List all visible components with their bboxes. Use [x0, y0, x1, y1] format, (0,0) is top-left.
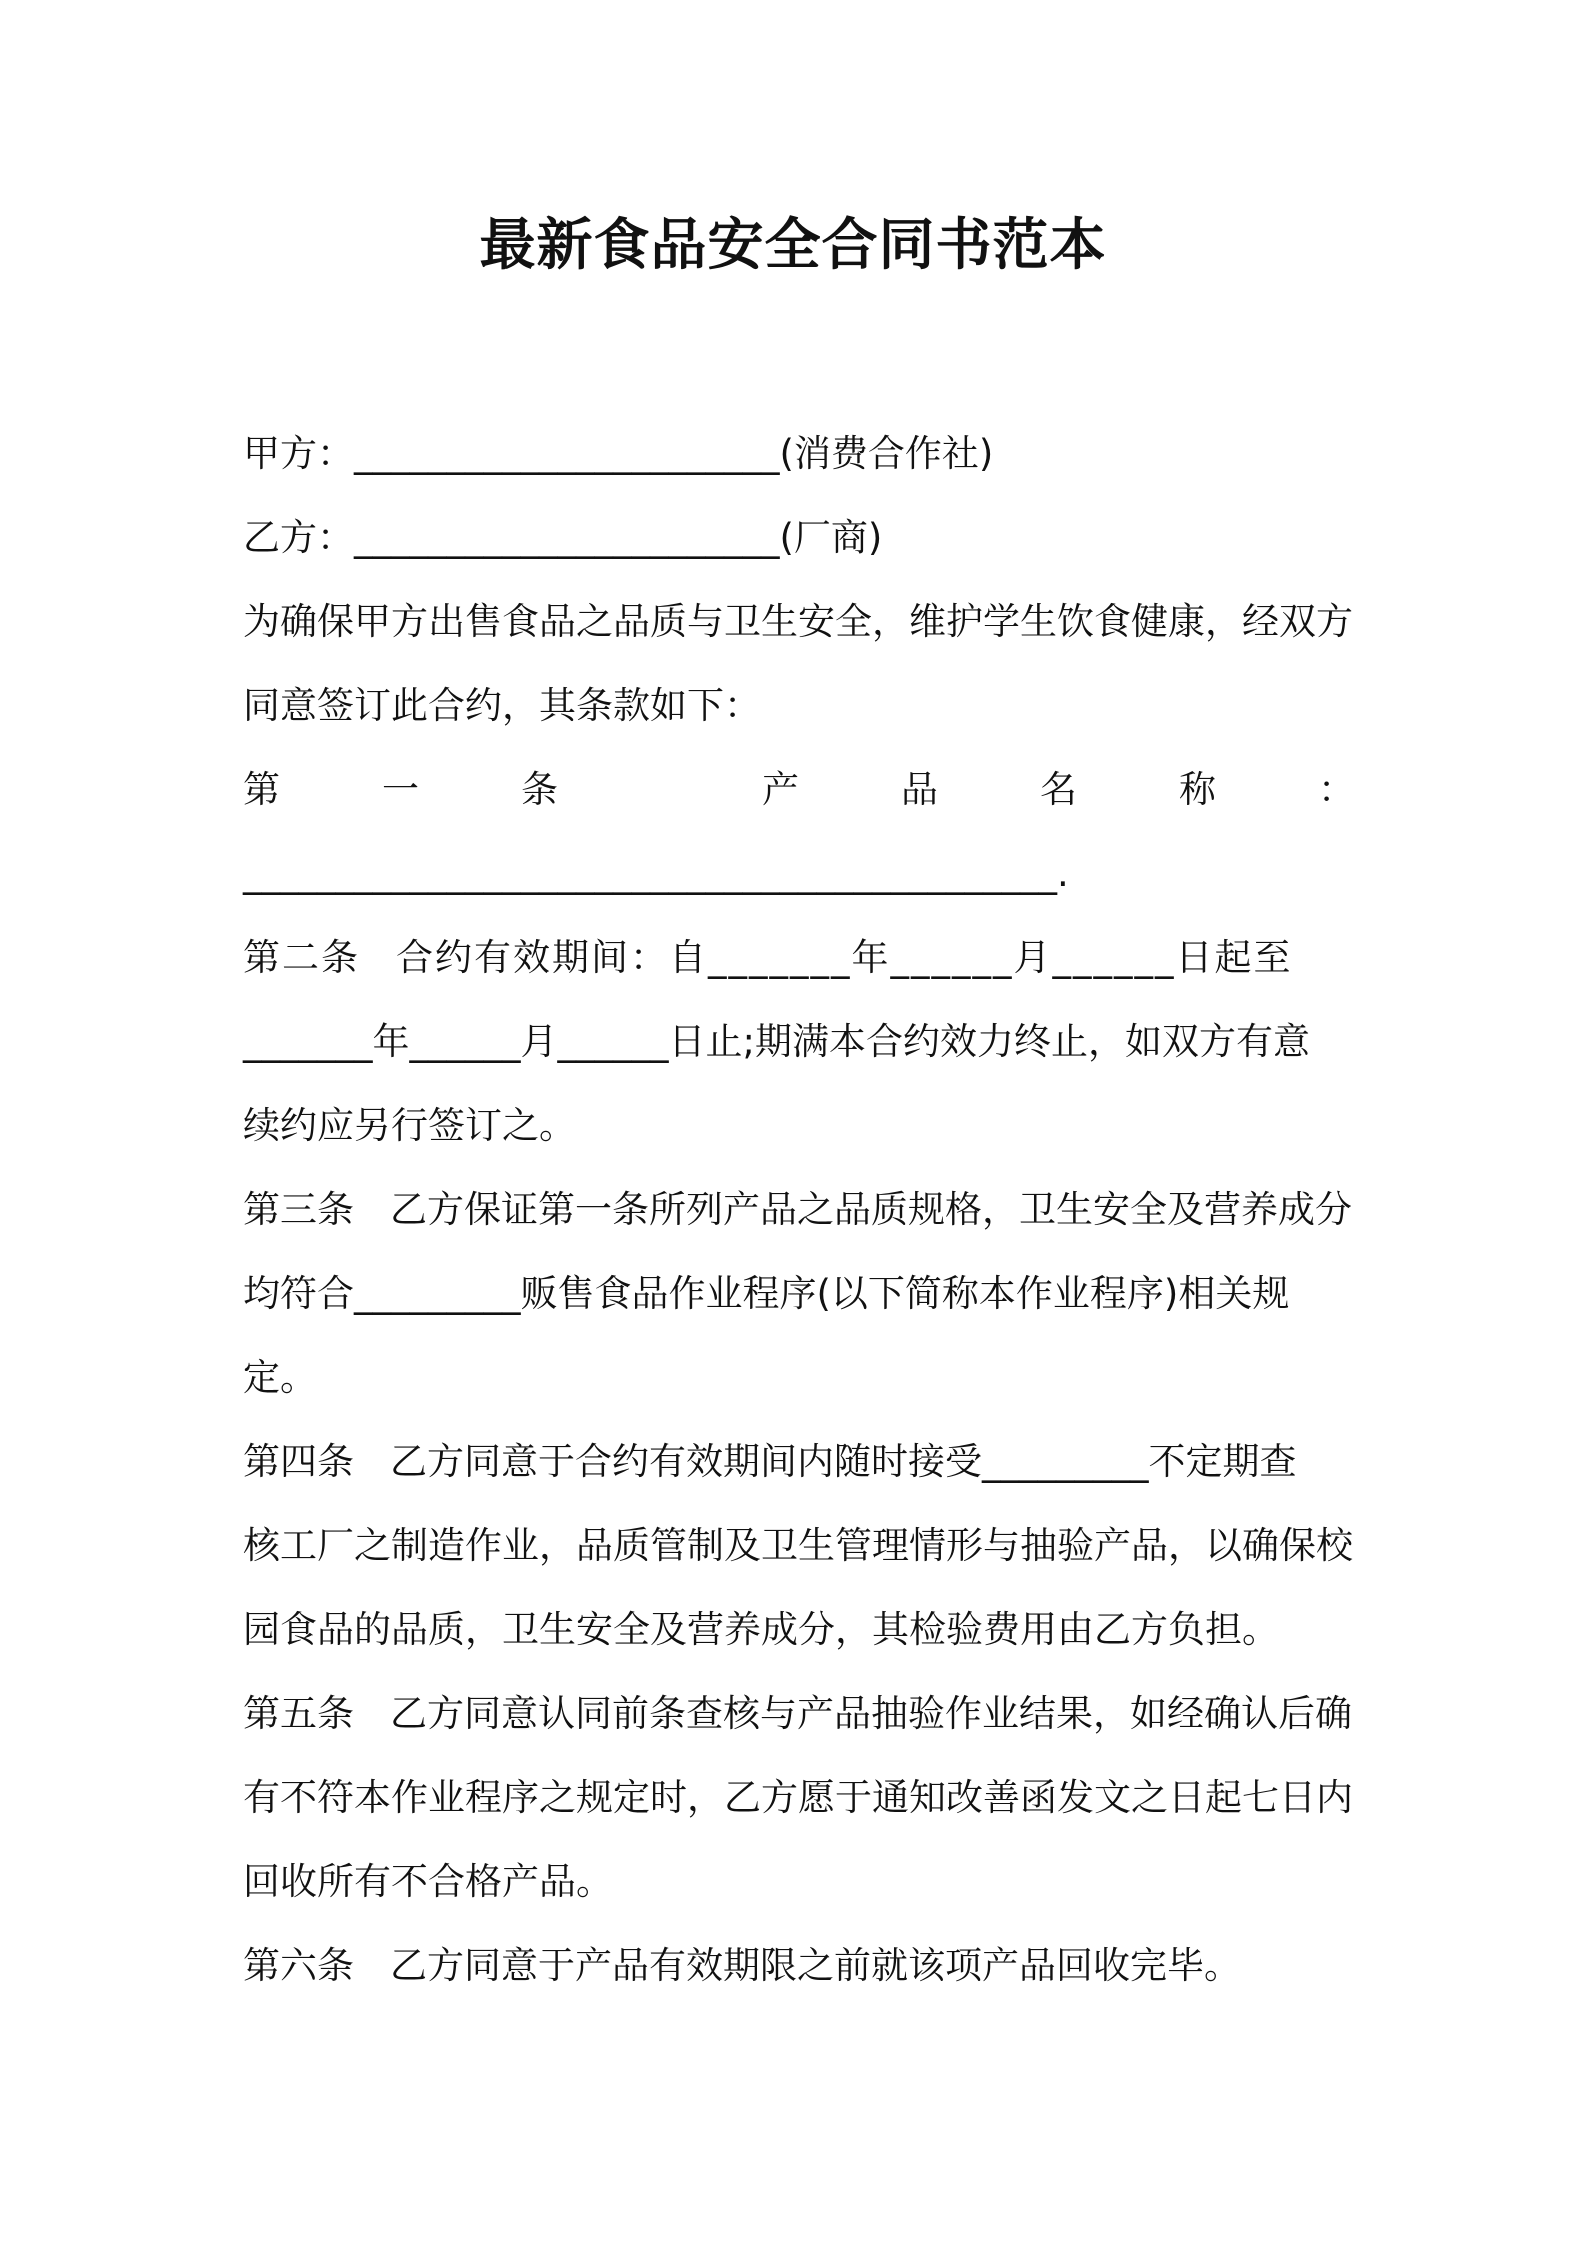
article-1-char: 名: [1040, 768, 1077, 811]
article-1-char: 称: [1179, 768, 1216, 811]
article-5-line-2: 有不符本作业程序之规定时，乙方愿于通知改善函发文之日起七日内: [243, 1776, 1353, 1819]
article-1-char: 品: [901, 768, 938, 811]
article-4-heading: 第四条: [243, 1440, 354, 1483]
party-a-blank: _______________________: [354, 432, 780, 475]
article-5-heading: 第五条: [243, 1692, 354, 1735]
article-1-char: ：: [1318, 768, 1355, 811]
intro-line-1: 为确保甲方出售食品之品质与卫生安全，维护学生饮食健康，经双方: [243, 600, 1353, 643]
article-3-text-1: 乙方保证第一条所列产品之品质规格，卫生安全及营养成分: [390, 1188, 1352, 1231]
article-6-text-1: 乙方同意于产品有效期限之前就该项产品回收完毕。: [390, 1944, 1241, 1987]
contract-body: [243, 412, 1355, 2008]
article-4-line-1: [243, 1420, 1355, 1504]
article-3-line-2: 均符合_________贩售食品作业程序(以下简称本作业程序)相关规: [243, 1272, 1290, 1315]
article-1-char: 一: [382, 768, 419, 811]
article-4-line-3: 园食品的品质，卫生安全及营养成分，其检验费用由乙方负担。: [243, 1608, 1279, 1651]
document-title: 最新食品安全合同书范本: [479, 213, 1107, 278]
article-3-heading: 第三条: [243, 1188, 354, 1231]
article-4-text-1: 乙方同意于合约有效期间内随时接受_________不定期查: [390, 1440, 1297, 1483]
party-a-label: 甲方：: [243, 432, 354, 475]
party-b-blank: _______________________: [354, 516, 780, 559]
article-2-text-1: 合约有效期间：自_______年______月______日起至: [396, 936, 1293, 979]
party-b-line: [243, 496, 1355, 580]
intro-line-2: 同意签订此合约，其条款如下：: [243, 684, 761, 727]
article-6-heading: 第六条: [243, 1944, 354, 1987]
party-a-line: [243, 412, 1355, 496]
article-2-line-3: 续约应另行签订之。: [243, 1104, 576, 1147]
article-5-line-1: [243, 1672, 1355, 1756]
article-3-line-1: [243, 1168, 1355, 1252]
party-a-note: (消费合作社): [779, 432, 994, 475]
article-1-blank-line: ____________________________________________.: [243, 852, 1069, 895]
article-1-char: 条: [521, 768, 558, 811]
article-4-line-2: 核工厂之制造作业，品质管制及卫生管理情形与抽验产品，以确保校: [243, 1524, 1353, 1567]
article-2-heading: 第二条: [243, 936, 360, 979]
article-1-char: 产: [762, 768, 799, 811]
article-3-line-3: 定。: [243, 1356, 317, 1399]
article-1-heading: [243, 748, 1355, 832]
article-1-char: 第: [243, 768, 280, 811]
party-b-label: 乙方：: [243, 516, 354, 559]
article-5-line-3: 回收所有不合格产品。: [243, 1860, 613, 1903]
article-2-line-2: _______年______月______日止;期满本合约效力终止，如双方有意: [243, 1020, 1310, 1063]
article-6-line-1: [243, 1924, 1355, 2008]
article-2-line-1: [243, 916, 1355, 1000]
party-b-note: (厂商): [779, 516, 883, 559]
article-5-text-1: 乙方同意认同前条查核与产品抽验作业结果，如经确认后确: [390, 1692, 1352, 1735]
